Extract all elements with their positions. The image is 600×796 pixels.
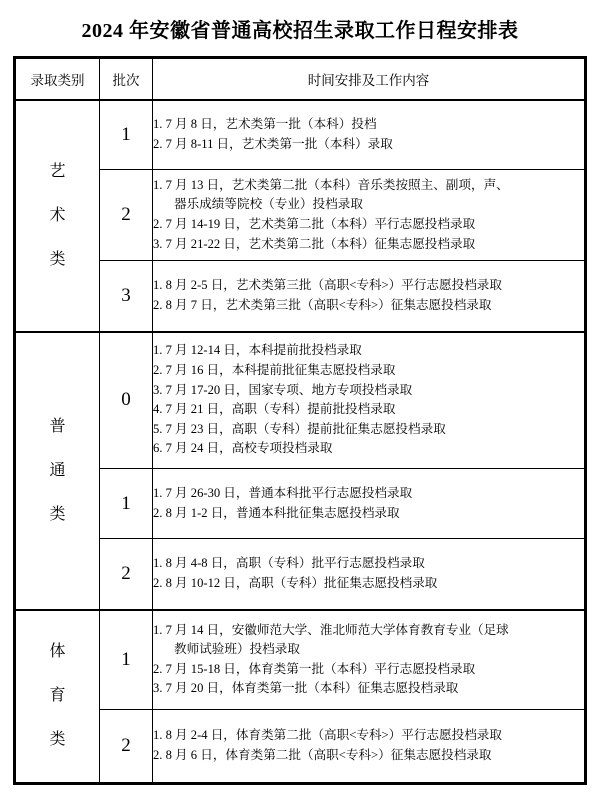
batch-number: 2 — [100, 710, 153, 784]
category-char: 艺 — [49, 162, 66, 180]
category-char: 通 — [49, 461, 66, 479]
table-row — [15, 610, 586, 710]
schedule-item: 6. 7 月 24 日，高校专项投档录取 — [153, 441, 333, 456]
schedule-item: 1. 7 月 26-30 日，普通本科批平行志愿投档录取 — [153, 485, 413, 500]
schedule-item: 2. 7 月 8-11 日，艺术类第一批（本科）录取 — [153, 136, 393, 151]
batch-number: 1 — [100, 100, 153, 170]
schedule-item: 2. 8 月 6 日，体育类第二批（高职<专科>）征集志愿投档录取 — [153, 748, 492, 762]
schedule-item: 5. 7 月 23 日，高职（专科）提前批征集志愿投档录取 — [153, 421, 446, 436]
schedule-item-continuation: 器乐成绩等院校（专业）投档录取 — [174, 197, 363, 212]
header-batch: 批次 — [100, 58, 153, 100]
section-general — [15, 332, 586, 610]
schedule-item: 1. 8 月 4-8 日，高职（专科）批平行志愿投档录取 — [153, 556, 425, 571]
schedule-cell — [153, 100, 586, 170]
header-category: 录取类别 — [15, 58, 100, 100]
table-header — [15, 58, 586, 100]
schedule-item: 2. 7 月 15-18 日，体育类第一批（本科）平行志愿投档录取 — [153, 661, 476, 676]
schedule-item: 3. 7 月 20 日，体育类第一批（本科）征集志愿投档录取 — [153, 681, 459, 696]
category-char: 普 — [49, 417, 66, 435]
header-schedule: 时间安排及工作内容 — [153, 58, 586, 100]
schedule-cell — [153, 539, 586, 610]
batch-number: 2 — [100, 539, 153, 610]
table-row — [15, 170, 586, 261]
table-row — [15, 261, 586, 332]
schedule-item: 1. 8 月 2-5 日，艺术类第三批（高职<专科>）平行志愿投档录取 — [153, 278, 502, 293]
schedule-item: 1. 8 月 2-4 日，体育类第二批（高职<专科>）平行志愿投档录取 — [153, 728, 502, 743]
schedule-cell — [153, 469, 586, 539]
category-label — [16, 164, 99, 268]
category-char: 类 — [49, 505, 66, 523]
schedule-item: 2. 8 月 7 日，艺术类第三批（高职<专科>）征集志愿投档录取 — [153, 297, 492, 312]
schedule-item: 2. 7 月 14-19 日，艺术类第二批（本科）平行志愿投档录取 — [153, 217, 476, 231]
schedule-item: 1. 7 月 12-14 日，本科提前批投档录取 — [153, 343, 362, 358]
table-row — [15, 539, 586, 610]
category-char: 类 — [49, 250, 66, 268]
table-row — [15, 710, 586, 784]
table-row — [15, 332, 586, 469]
schedule-item: 2. 8 月 10-12 日，高职（专科）批征集志愿投档录取 — [153, 575, 438, 590]
table-row — [15, 100, 586, 170]
schedule-item: 1. 7 月 13 日，艺术类第二批（本科）音乐类按照主、副项，声、 — [153, 177, 509, 192]
schedule-item: 4. 7 月 21 日，高职（专科）提前批投档录取 — [153, 402, 396, 417]
batch-number: 3 — [100, 261, 153, 332]
batch-number: 1 — [100, 610, 153, 710]
schedule-item: 3. 7 月 17-20 日，国家专项、地方专项投档录取 — [153, 382, 413, 397]
schedule-cell — [153, 170, 586, 261]
category-label — [16, 644, 99, 748]
schedule-item: 3. 7 月 21-22 日，艺术类第二批（本科）征集志愿投档录取 — [153, 236, 476, 251]
schedule-item: 1. 7 月 14 日，安徽师范大学、淮北师范大学体育教育专业（足球 — [153, 622, 509, 637]
category-char: 术 — [49, 206, 66, 224]
schedule-cell — [153, 332, 586, 469]
schedule-item: 2. 8 月 1-2 日，普通本科批征集志愿投档录取 — [153, 505, 400, 520]
batch-number: 1 — [100, 469, 153, 539]
page-title: 2024 年安徽省普通高校招生录取工作日程安排表 — [81, 20, 519, 42]
category-char: 体 — [49, 643, 66, 661]
batch-number: 0 — [100, 332, 153, 469]
header-row — [15, 58, 586, 100]
section-sports — [15, 610, 586, 784]
schedule-item: 2. 7 月 16 日，本科提前批征集志愿投档录取 — [153, 363, 396, 378]
section-art — [15, 100, 586, 332]
batch-number: 2 — [100, 170, 153, 261]
table-row — [15, 469, 586, 539]
category-cell-general — [15, 332, 100, 610]
category-char: 育 — [49, 687, 66, 705]
category-cell-sports — [15, 610, 100, 784]
category-cell-art — [15, 100, 100, 332]
schedule-cell — [153, 710, 586, 784]
category-label — [16, 419, 99, 523]
schedule-cell — [153, 610, 586, 710]
schedule-item: 1. 7 月 8 日，艺术类第一批（本科）投档 — [153, 117, 377, 132]
schedule-table — [13, 56, 587, 785]
schedule-item-continuation: 教师试验班）投档录取 — [174, 642, 300, 657]
category-char: 类 — [49, 731, 66, 749]
schedule-cell — [153, 261, 586, 332]
